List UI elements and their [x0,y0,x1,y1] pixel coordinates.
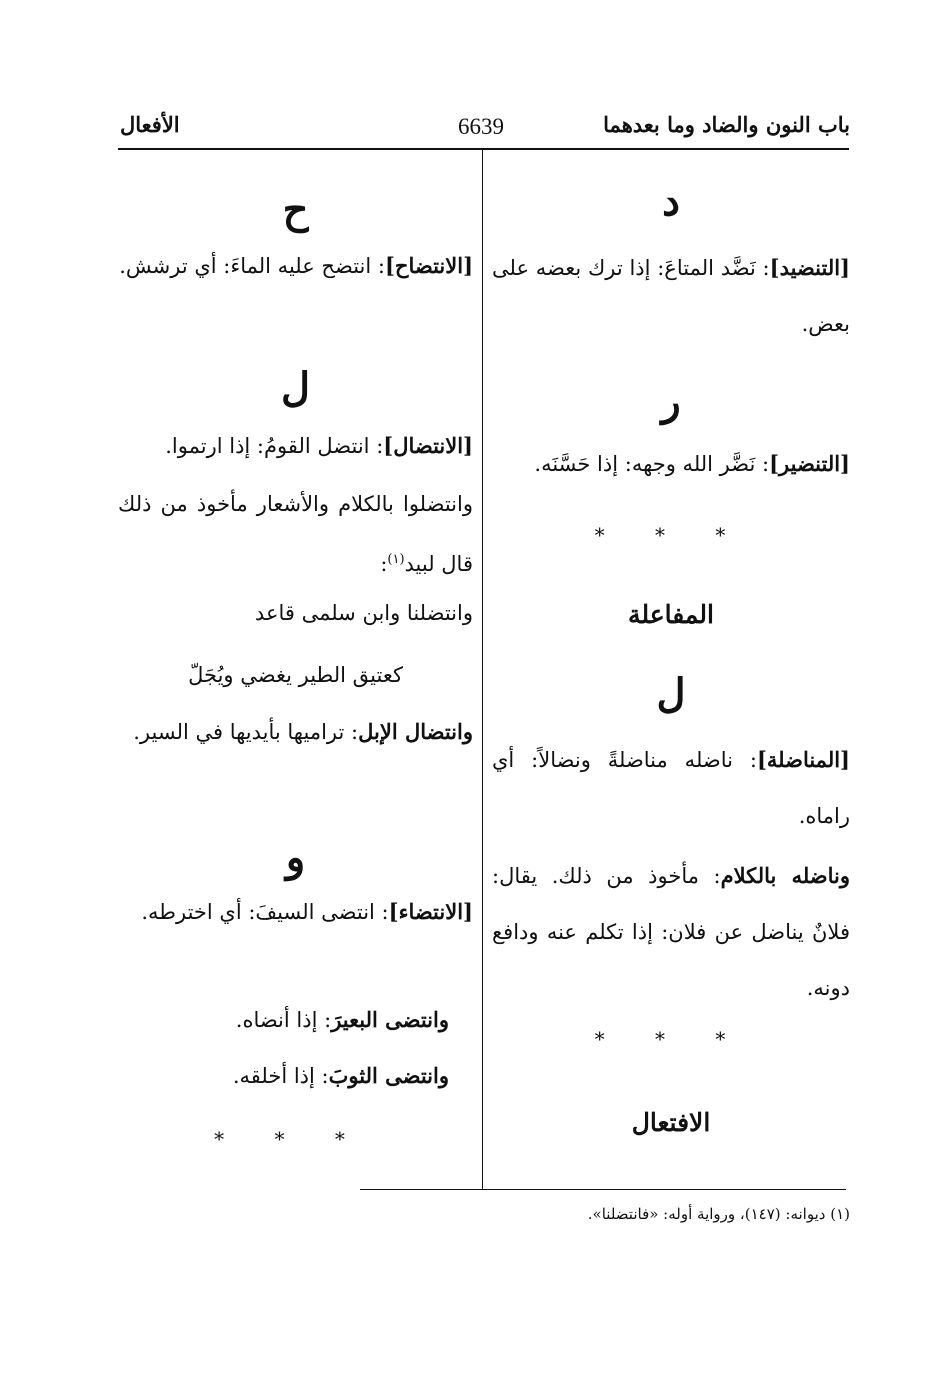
entry-term: [الانتضاء] [388,899,473,924]
entry-text: : انتضح عليه الماءَ: أي ترشش. [119,254,385,278]
poem-verse-first-hemistich: وانتضلنا وابن سلمى قاعد [254,601,473,625]
entry-text: : ترامیها بأيديها في السير. [133,720,359,744]
entry-munadala [492,732,850,844]
entry-term: [الانتضاح] [384,253,473,278]
footnote-rule [360,1189,846,1190]
entry-text: : مأخوذ من ذلك. يقال: فلانٌ يناضل عن فلان: إذا تكلم عنه ودافع دونه. [492,864,850,1000]
entry-term: وانتضال الإبل [358,719,473,744]
section-heading-mufaala: المفاعلة [628,600,714,629]
footnote: (١) ديوانه: (١٤٧)، ورواية أوله: «فانتضلنا». [587,1205,850,1223]
entry-term: [التنضيد] [769,255,850,280]
entry-text: : نَضَّر الله وجهه: إذا حَسَّنَه. [534,452,770,476]
letter-heading-ra: ر [661,378,681,425]
entry-intida [118,884,473,940]
entry-term: [الانتضال] [383,433,473,458]
entry-tandid [492,240,850,352]
entry-intidal-ibil [118,704,473,760]
entry-text: وانتضلوا بالكلام والأشعار مأخوذ من ذلك قال لبيد [118,492,473,576]
section-separator-stars: * * * [594,523,748,547]
entry-intidah [118,238,473,294]
section-separator-stars: * * * [594,1027,748,1051]
entry-text: : انتضى السيفَ: أي اخترطه. [141,900,389,924]
header-chapter-title: باب النون والضاد وما بعدهما [603,112,850,137]
letter-heading-ha: ح [282,186,309,233]
entry-intidal [118,418,473,474]
entry-nadalahu-bil-kalam [492,848,850,1016]
entry-intida-ba-ir [118,992,473,1048]
entry-term: وناضله بالكلام [720,863,850,888]
entry-tandir [492,436,850,492]
header-rule [118,148,849,150]
entry-term: وانتضى البعيرَ [331,1007,449,1032]
entry-intida-thawb [118,1048,473,1104]
letter-heading-dal: د [662,178,680,225]
entry-term: [المناضلة] [756,747,850,772]
entry-text: : إذا أخلقه. [232,1064,329,1088]
entry-term: وانتضى الثوبَ [328,1063,449,1088]
entry-intidal-bil-kalam [118,476,473,592]
footnote-marker: (١) [387,552,405,567]
entry-text-colon: : [380,552,388,576]
entry-text: : إذا أنضاه. [235,1008,332,1032]
header-section-title: الأفعال [120,112,180,137]
entry-term: [التنضير] [769,451,850,476]
page-number: 6639 [458,114,504,139]
section-heading-iftial: الافتعال [631,1108,711,1137]
poem-verse-second-hemistich: كعتيق الطير يغضي ويُجَلّ [188,663,403,687]
entry-text: : انتضل القومُ: إذا ارتموا. [165,434,384,458]
letter-heading-waw: و [285,834,306,881]
section-separator-stars: * * * [214,1127,367,1151]
column-separator [482,150,483,1190]
entry-text: : ناضله مناضلةً ونضالاً: أي راماه. [492,748,850,828]
letter-heading-lam: ل [280,364,311,411]
letter-heading-lam: ل [656,670,686,717]
entry-text: : نَضَّد المتاعَ: إذا ترك بعضه على بعض. [492,256,850,336]
